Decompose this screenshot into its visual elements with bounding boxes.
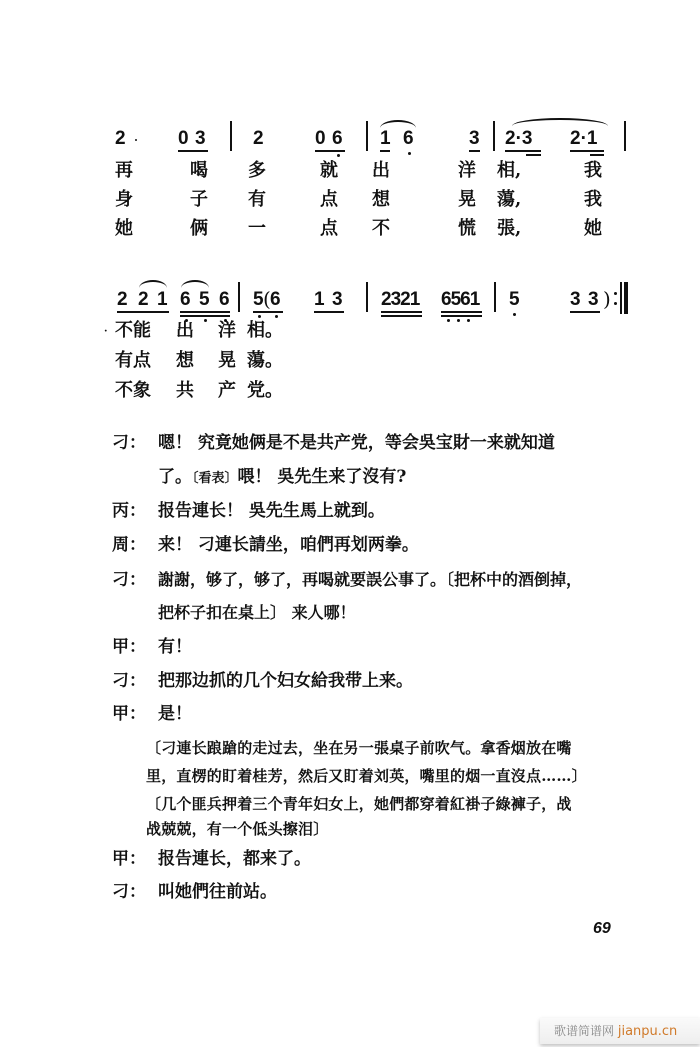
line-text: 了。 (158, 467, 192, 487)
lyric: 我 (584, 189, 602, 210)
line-text: 报告連长！ 吳先生馬上就到。 (158, 501, 385, 521)
line-text: 喂！ 吳先生来了沒有? (237, 467, 407, 487)
barline (230, 121, 232, 151)
underline (315, 150, 345, 152)
speaker: 刁： (112, 570, 146, 590)
note: 3 (570, 289, 581, 310)
lyric: 有点 (115, 350, 151, 371)
speaker: 刁： (112, 882, 146, 902)
lyric: 她 (584, 218, 602, 239)
slur (181, 280, 209, 288)
note: 1 (314, 289, 325, 310)
note: 5 (253, 289, 264, 310)
note: 2 (117, 289, 128, 310)
lyric: 再 (115, 160, 133, 181)
line-text: 謝謝，够了，够了，再喝就要誤公事了。〔把杯中的酒倒掉， (158, 570, 583, 589)
underline (441, 311, 482, 313)
note-group: 2321 (381, 289, 420, 310)
lyric: 点 (320, 189, 338, 210)
line-text: 有！ (158, 637, 192, 657)
lyric: 喝 (190, 160, 208, 181)
note: 2 (253, 128, 264, 149)
underline (117, 311, 169, 313)
low-octave-dot (467, 319, 470, 322)
dialogue-continuation (158, 466, 406, 490)
lyric: 一 (248, 218, 266, 239)
note: 6 (270, 289, 281, 310)
underline (178, 150, 208, 152)
line-text: 嗯！ 究竟她俩是不是共产党，等会吳宝財一来就知道 (158, 433, 555, 453)
speaker: 刁： (112, 433, 146, 453)
line-text: 报告連长，都来了。 (158, 849, 311, 869)
note: 6 (332, 128, 343, 149)
page-number: 69 (593, 920, 611, 937)
repeat-dot (614, 302, 617, 305)
note: 3 (195, 128, 206, 149)
lyric: 張, (497, 218, 522, 239)
low-octave-dot (447, 319, 450, 322)
lyric: 不 (372, 218, 390, 239)
underline (381, 311, 422, 313)
note: 5 (199, 289, 210, 310)
lyric: 蕩, (497, 189, 522, 210)
watermark (540, 1018, 700, 1044)
underline (253, 311, 283, 313)
repeat-barline-thin (620, 282, 622, 314)
underline (441, 315, 482, 317)
lyric: 慌 (458, 218, 476, 239)
stage-direction-line: 战兢兢，有一个低头擦泪〕 (146, 820, 329, 838)
note: 2 (138, 289, 149, 310)
note-group: 6561 (441, 289, 480, 310)
underline (180, 315, 230, 317)
slur (139, 280, 167, 288)
parenthesis: ( (263, 287, 271, 311)
barline (494, 282, 496, 312)
parenthesis: ) (603, 287, 611, 311)
barline (238, 282, 240, 312)
line-text: 叫她們往前站。 (158, 882, 277, 902)
underline (570, 150, 604, 152)
speaker: 甲： (112, 704, 146, 724)
stage-note: 〔看表〕 (192, 471, 238, 486)
lyric: 蕩。 (247, 350, 283, 371)
dialogue-line (112, 534, 657, 556)
underline (314, 311, 344, 313)
stage-direction-line: 〔几个匪兵押着三个青年妇女上，她們都穿着紅褂子綠褲子，战 (146, 795, 572, 813)
speaker: 丙： (112, 501, 146, 521)
dialogue-line (112, 569, 657, 591)
lyric: 洋 (218, 320, 236, 341)
lyric: 想 (372, 189, 390, 210)
underline (180, 311, 230, 313)
lyric: 多 (248, 160, 266, 181)
underline (505, 150, 541, 152)
note: 0 (315, 128, 326, 149)
lyric: 晃 (218, 350, 236, 371)
barline (624, 121, 626, 151)
slur (512, 118, 608, 126)
speaker: 周： (112, 535, 146, 555)
lyric: 点 (320, 218, 338, 239)
lyric: 她 (115, 218, 133, 239)
note: 6 (219, 289, 230, 310)
note: 1 (380, 128, 391, 149)
lyric: 身 (115, 189, 133, 210)
underline (590, 154, 604, 156)
low-octave-dot (457, 319, 460, 322)
lyric: 有 (248, 189, 266, 210)
dialogue-line (112, 636, 657, 658)
stage-direction-line: 〔刁連长踉蹌的走过去，坐在另一張桌子前吹气。拿香烟放在嘴 (146, 739, 572, 757)
lyric: 相, (497, 160, 522, 181)
note: 2 (115, 128, 126, 149)
lyric: 党。 (247, 380, 283, 401)
underline (526, 154, 541, 156)
repeat-dot (614, 292, 617, 295)
dialogue-continuation (158, 602, 356, 624)
line-text: 把杯子扣在桌上〕 来人哪！ (158, 603, 356, 622)
note: 0 (178, 128, 189, 149)
note: 6 (180, 289, 191, 310)
lyric: 就 (320, 160, 338, 181)
low-octave-dot (513, 313, 516, 316)
stage-direction-line: 里，直楞的盯着桂芳，然后又盯着刘英，嘴里的烟一直沒点……〕 (146, 767, 587, 785)
dialogue-line (112, 848, 657, 870)
dialogue-line (112, 670, 657, 692)
barline (493, 121, 495, 151)
low-octave-dot (204, 319, 207, 322)
stray-dot: · (104, 326, 108, 337)
low-octave-dot (408, 152, 411, 155)
watermark-url: jianpu.cn (617, 1024, 678, 1039)
lyric: 不象 (115, 380, 151, 401)
watermark-site: 歌谱简谱网 (554, 1024, 615, 1038)
low-octave-dot (337, 154, 340, 157)
note: 3 (469, 128, 480, 149)
lyric: 洋 (458, 160, 476, 181)
line-text: 是！ (158, 704, 192, 724)
dialogue-line (112, 881, 657, 903)
lyric: 出 (372, 160, 390, 181)
dialogue-line (112, 703, 657, 725)
line-text: 来！ 刁連长請坐，咱們再划两拳。 (158, 535, 419, 555)
underline (380, 150, 390, 152)
dialogue-line (112, 432, 657, 454)
speaker: 刁： (112, 671, 146, 691)
repeat-barline-thick (624, 282, 628, 314)
note: 3 (332, 289, 343, 310)
lyric: 子 (190, 189, 208, 210)
barline (366, 121, 368, 151)
speaker: 甲： (112, 637, 146, 657)
slur (380, 120, 416, 128)
lyric: 出 (176, 320, 194, 341)
note: 6 (403, 128, 414, 149)
barline (366, 282, 368, 312)
speaker: 甲： (112, 849, 146, 869)
lyric: 共 (176, 380, 194, 401)
underline (381, 315, 422, 317)
dot (135, 139, 137, 141)
note: 3 (588, 289, 599, 310)
underline (469, 150, 480, 152)
line-text: 把那边抓的几个妇女給我带上来。 (158, 671, 413, 691)
note: 1 (157, 289, 168, 310)
lyric: 相。 (247, 320, 283, 341)
underline (570, 311, 600, 313)
lyric: 俩 (190, 218, 208, 239)
lyric: 我 (584, 160, 602, 181)
lyric: 想 (176, 350, 194, 371)
note: 2·3 (505, 128, 533, 149)
lyric: 产 (218, 380, 236, 401)
lyric: 不能 (115, 320, 151, 341)
low-octave-dot (275, 315, 278, 318)
note: 2·1 (570, 128, 598, 149)
dialogue-line (112, 500, 657, 522)
low-octave-dot (258, 315, 261, 318)
note: 5 (509, 289, 520, 310)
lyric: 晃 (458, 189, 476, 210)
